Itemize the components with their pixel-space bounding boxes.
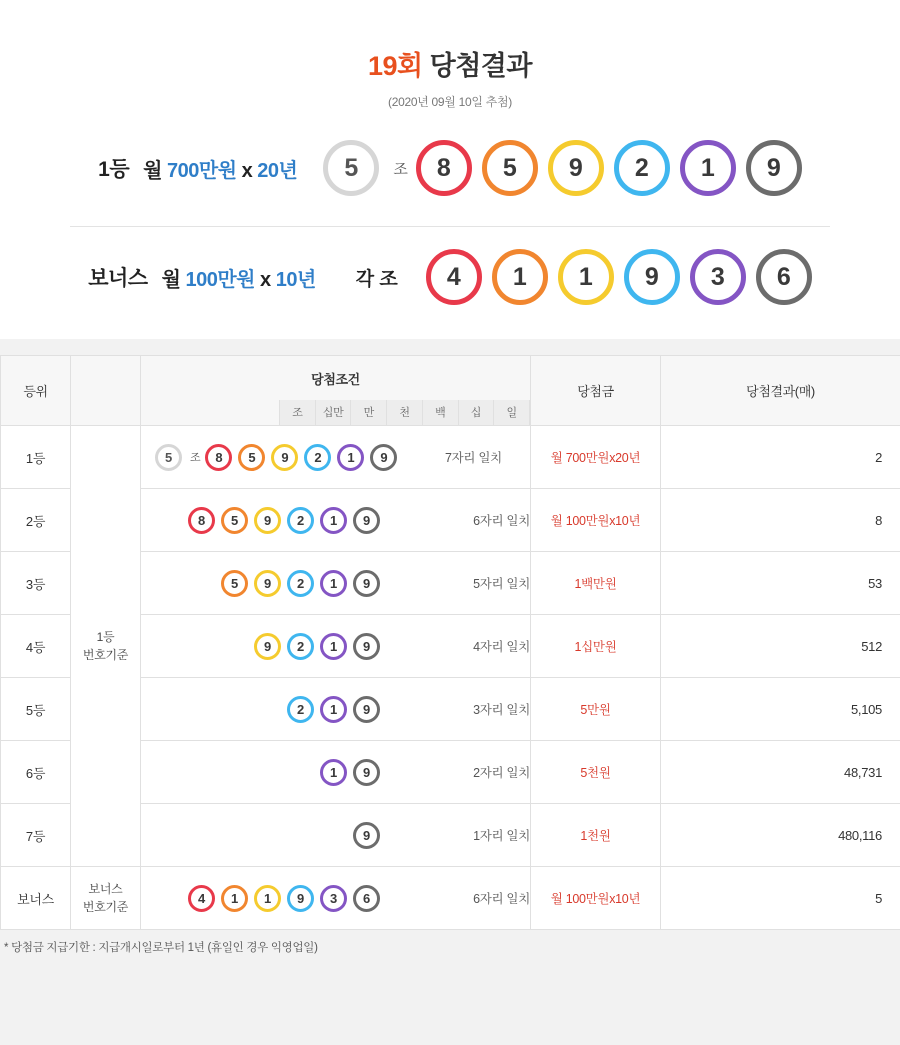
base-line-1: 보너스 (88, 882, 123, 896)
row-prize: 5만원 (531, 678, 661, 741)
base-line-1: 1등 (96, 630, 115, 644)
first-prize-prefix: 월 (143, 159, 167, 182)
digit-header-row (141, 400, 530, 425)
row-condition (141, 426, 531, 489)
row-ball-5: 9 (353, 570, 380, 597)
bonus-prefix: 월 (161, 268, 186, 291)
row-ball-6: 6 (353, 885, 380, 912)
row-ball-4: 9 (287, 885, 314, 912)
row-ball-2: 9 (254, 570, 281, 597)
ball-6: 9 (746, 140, 802, 196)
first-prize-row (0, 140, 900, 196)
row-base-first (71, 426, 141, 867)
row-rank: 7등 (1, 804, 71, 867)
row-ball-4: 1 (320, 570, 347, 597)
table-row (1, 426, 900, 489)
row-prize: 1천원 (531, 804, 661, 867)
row-ball-3: 2 (287, 570, 314, 597)
row-condition (141, 615, 531, 678)
page-title (0, 44, 900, 83)
header-prize: 당첨금 (531, 356, 661, 426)
row-count: 8 (661, 489, 900, 552)
first-prize-years: 20년 (257, 159, 298, 182)
header-base (71, 356, 141, 426)
row-condition (141, 741, 531, 804)
row-ball-3: 9 (353, 696, 380, 723)
row-match: 3자리 일치 (473, 703, 530, 717)
bonus-ball-1: 4 (426, 249, 482, 305)
first-prize-mid: x (236, 159, 258, 182)
row-prize: 5천원 (531, 741, 661, 804)
row-ball-5: 1 (337, 444, 364, 471)
row-match: 2자리 일치 (473, 766, 530, 780)
row-ball-5: 1 (320, 507, 347, 534)
row-count: 5 (661, 867, 900, 930)
row-ball-4: 9 (353, 633, 380, 660)
row-ball-3: 1 (254, 885, 281, 912)
row-condition (141, 489, 531, 552)
row-match: 6자리 일치 (473, 514, 530, 528)
row-condition (141, 678, 531, 741)
table-header-row (1, 356, 900, 426)
row-balls (155, 822, 473, 849)
row-ball-6: 9 (353, 507, 380, 534)
draw-date: (2020년 09월 10일 추첨) (388, 95, 512, 109)
bonus-prize-row (0, 249, 900, 305)
row-ball-3: 1 (320, 633, 347, 660)
ball-3: 9 (548, 140, 604, 196)
bonus-years: 10년 (275, 268, 316, 291)
row-ball-3: 9 (254, 507, 281, 534)
row-ball-1: 8 (188, 507, 215, 534)
row-ball-1: 1 (320, 759, 347, 786)
row-match: 5자리 일치 (473, 577, 530, 591)
row-count: 480,116 (661, 804, 900, 867)
row-base-bonus (71, 867, 141, 930)
first-prize-rank-label: 1등 (98, 158, 130, 181)
bonus-jo-label: 각 조 (355, 268, 398, 290)
row-count: 512 (661, 615, 900, 678)
row-ball-1: 9 (353, 822, 380, 849)
row-balls (155, 633, 473, 660)
bonus-amount: 100만원 (185, 268, 255, 291)
row-ball-4: 2 (304, 444, 331, 471)
digit-header-100k: 십만 (315, 400, 351, 425)
row-balls (155, 759, 473, 786)
header-condition-cell (141, 356, 531, 426)
row-ball-1: 8 (205, 444, 232, 471)
table-body (1, 426, 900, 930)
row-balls (155, 570, 473, 597)
row-condition (141, 804, 531, 867)
row-balls (155, 507, 473, 534)
row-ball-1: 4 (188, 885, 215, 912)
row-ball-1: 9 (254, 633, 281, 660)
bonus-amount-label (162, 263, 316, 292)
row-rank: 4등 (1, 615, 71, 678)
row-match: 7자리 일치 (445, 451, 502, 465)
row-ball-3: 9 (271, 444, 298, 471)
row-ball-5: 3 (320, 885, 347, 912)
row-ball-2: 9 (353, 759, 380, 786)
digit-header-10: 십 (458, 400, 494, 425)
digit-header-100: 백 (422, 400, 458, 425)
row-match: 4자리 일치 (473, 640, 530, 654)
row-ball-2: 5 (221, 507, 248, 534)
row-prize: 1십만원 (531, 615, 661, 678)
row-count: 53 (661, 552, 900, 615)
row-balls (155, 696, 473, 723)
row-ball-1: 5 (221, 570, 248, 597)
first-prize-amount: 700만원 (167, 159, 237, 182)
result-table (0, 355, 900, 930)
title-suffix: 당첨결과 (422, 51, 532, 81)
row-count: 5,105 (661, 678, 900, 741)
row-match: 6자리 일치 (473, 892, 530, 906)
bonus-ball-2: 1 (492, 249, 548, 305)
row-rank: 보너스 (1, 867, 71, 930)
bonus-ball-3: 1 (558, 249, 614, 305)
row-match: 1자리 일치 (473, 829, 530, 843)
row-rank: 1등 (1, 426, 71, 489)
digit-header-1k: 천 (386, 400, 422, 425)
row-ball-6: 9 (370, 444, 397, 471)
row-prize: 1백만원 (531, 552, 661, 615)
base-line-2: 번호기준 (82, 648, 129, 662)
first-prize-balls (416, 140, 802, 196)
row-ball-1: 2 (287, 696, 314, 723)
row-count: 2 (661, 426, 900, 489)
base-line-2: 번호기준 (82, 900, 129, 914)
result-table-wrap (0, 355, 900, 930)
result-summary-panel (0, 0, 900, 339)
table-row-bonus (1, 867, 900, 930)
row-rank: 2등 (1, 489, 71, 552)
row-prize: 월 100만원x10년 (531, 867, 661, 930)
bonus-ball-5: 3 (690, 249, 746, 305)
first-prize-amount-label (143, 154, 297, 183)
row-condition (141, 867, 531, 930)
row-ball-2: 2 (287, 633, 314, 660)
digit-header-jo: 조 (279, 400, 315, 425)
header-rank: 등위 (1, 356, 71, 426)
bonus-ball-4: 9 (624, 249, 680, 305)
digit-header-1: 일 (493, 400, 530, 425)
bonus-balls (426, 249, 812, 305)
ball-2: 5 (482, 140, 538, 196)
row-rank: 3등 (1, 552, 71, 615)
bonus-ball-6: 6 (756, 249, 812, 305)
row-jo-ball: 5 (155, 444, 182, 471)
jo-unit-label: 조 (393, 160, 408, 178)
header-condition: 당첨조건 (311, 372, 360, 387)
row-balls (155, 444, 445, 471)
row-ball-2: 5 (238, 444, 265, 471)
row-prize: 월 100만원x10년 (531, 489, 661, 552)
ball-4: 2 (614, 140, 670, 196)
row-count: 48,731 (661, 741, 900, 804)
row-rank: 6등 (1, 741, 71, 804)
row-balls (155, 885, 473, 912)
row-ball-2: 1 (320, 696, 347, 723)
round-number: 19회 (368, 51, 423, 81)
row-rank: 5등 (1, 678, 71, 741)
row-jo-label: 조 (190, 452, 201, 464)
bonus-mid: x (254, 268, 276, 291)
row-ball-2: 1 (221, 885, 248, 912)
header-count: 당첨결과(매) (661, 356, 900, 426)
ball-5: 1 (680, 140, 736, 196)
digit-header-10k: 만 (350, 400, 386, 425)
row-condition (141, 552, 531, 615)
bonus-rank-label: 보너스 (88, 267, 148, 290)
ball-1: 8 (416, 140, 472, 196)
row-prize: 월 700만원x20년 (531, 426, 661, 489)
divider (70, 226, 830, 227)
row-ball-4: 2 (287, 507, 314, 534)
first-prize-jo-ball: 5 (323, 140, 379, 196)
footnote: * 당첨금 지급기한 : 지급개시일로부터 1년 (휴일인 경우 익영업일) (4, 942, 318, 954)
